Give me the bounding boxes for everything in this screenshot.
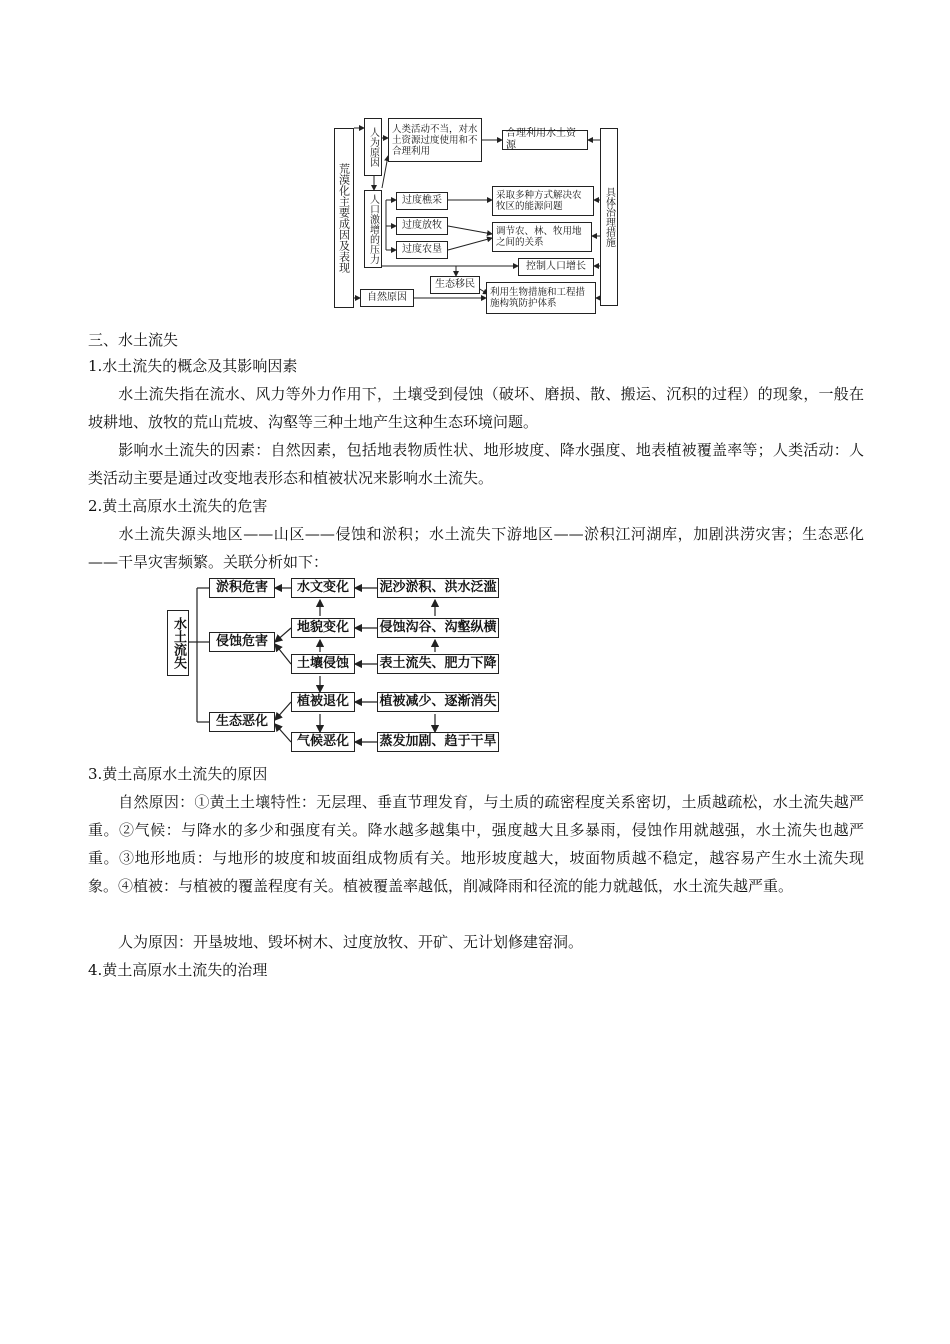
topsoil-text: 表土流失、肥力下降	[379, 656, 497, 671]
overcut-text: 过度樵采	[402, 195, 442, 206]
s2-paragraph1	[88, 520, 864, 576]
gully-text: 侵蚀沟谷、沟壑纵横	[379, 620, 497, 635]
population-text: 人口激增的压力	[367, 194, 379, 264]
silt-harm-text: 淤积危害	[215, 580, 268, 595]
root-text: 水土流失	[171, 617, 186, 669]
left-label-text: 荒漠化主要成因及表现	[337, 163, 351, 273]
s3-paragraph2	[88, 928, 864, 956]
s3-paragraph1	[88, 788, 864, 900]
vegloss-box	[377, 692, 499, 712]
eco-box	[209, 712, 275, 732]
erosion-harm-text: 侵蚀危害	[215, 634, 268, 649]
erosion-harm-box	[209, 632, 275, 652]
s1-paragraph1	[88, 380, 864, 436]
natural-cause-text: 自然原因	[367, 292, 407, 303]
hydro-text: 水文变化	[296, 580, 349, 595]
root-box	[167, 610, 189, 676]
soil-text: 土壤侵蚀	[296, 656, 349, 671]
rational-use-text: 合理利用水土资源	[506, 128, 576, 151]
bio-eng-text: 利用生物措施和工程措施构筑防护体系	[490, 287, 586, 309]
overgraze-text: 过度放牧	[402, 220, 442, 231]
s1-title: 1.水土流失的概念及其影响因素	[88, 357, 298, 375]
flood-box	[377, 578, 499, 598]
s2-title: 2.黄土高原水土流失的危害	[88, 497, 268, 515]
control-pop-text: 控制人口增长	[526, 261, 586, 272]
migration-text: 生态移民	[435, 279, 475, 290]
section3-title: 三、水土流失	[88, 331, 179, 349]
s2-p1-text: 水土流失源头地区——山区——侵蚀和淤积；水土流失下游地区——淤积江河湖库，加剧洪涝灾害；生态恶化——干旱灾害频繁。关联分析如下：	[88, 525, 864, 571]
misuse-text: 人类活动不当，对水土资源过度使用和不合理利用	[392, 123, 478, 157]
energy-text: 采取多种方式解决农牧区的能源问题	[496, 190, 582, 212]
vegloss-text: 植被减少、逐渐消失	[379, 694, 497, 709]
s3-title: 3.黄土高原水土流失的原因	[88, 765, 268, 783]
eco-text: 生态恶化	[215, 714, 268, 729]
erosion-harm-diagram	[165, 576, 505, 756]
control-pop-box	[518, 258, 594, 276]
flood-text: 泥沙淤积、洪水泛滥	[379, 580, 497, 595]
s1-paragraph2	[88, 436, 864, 492]
bio-eng-box	[486, 282, 596, 314]
drought-text: 蒸发加剧、趋于干旱	[379, 734, 497, 749]
right-label-box	[600, 128, 618, 306]
human-cause-box	[364, 118, 382, 176]
climate-text: 气候恶化	[296, 734, 349, 749]
s1-p2-text: 影响水土流失的因素：自然因素，包括地表物质性状、地形坡度、降水强度、地表植被覆盖率等；人类活动：人类活动主要是通过改变地表形态和植被状况来影响水土流失。	[88, 441, 864, 487]
silt-harm-box	[209, 578, 275, 598]
migration-box	[430, 276, 480, 294]
s4-title: 4.黄土高原水土流失的治理	[88, 961, 268, 979]
right-label-text: 具体治理措施	[603, 187, 615, 247]
adjust-text: 调节农、林、牧用地之间的关系	[496, 226, 582, 248]
topsoil-box	[377, 654, 499, 674]
overreclaim-text: 过度农垦	[402, 244, 442, 255]
desertification-diagram	[330, 118, 620, 316]
veg-box	[291, 692, 355, 712]
s3-p2-text: 人为原因：开垦坡地、毁坏树木、过度放牧、开矿、无计划修建窑洞。	[118, 933, 584, 951]
population-box	[364, 190, 382, 268]
rational-use-box	[502, 130, 588, 150]
misuse-box	[388, 118, 482, 162]
s3-p1-text: 自然原因：①黄土土壤特性：无层理、垂直节理发育，与土质的疏密程度关系密切，土质越疏松，水土流失越严重。②气候：与降水的多少和强度有关。降水越多越集中，强度越大且多暴雨，侵蚀作用就越强，水土流失也越严重。③地形地质：与地形的坡度和坡面组成物质有关。地形坡度越大，坡面物质越不稳定，越容易产生水土流失现象。④植被：与植被的覆盖程度有关。植被覆盖率越低，削减降雨和径流的能力就越低，水土流失越严重。	[88, 793, 864, 895]
soil-box	[291, 654, 355, 674]
landform-box	[291, 618, 355, 638]
left-label-box	[334, 128, 354, 308]
overreclaim-box	[396, 241, 448, 259]
veg-text: 植被退化	[296, 694, 349, 709]
human-cause-text: 人为原因	[367, 127, 379, 167]
climate-box	[291, 732, 355, 752]
energy-box	[492, 186, 594, 216]
gully-box	[377, 618, 499, 638]
natural-cause-box	[360, 289, 414, 307]
adjust-box	[492, 222, 592, 252]
landform-text: 地貌变化	[296, 620, 349, 635]
s1-p1-text: 水土流失指在流水、风力等外力作用下，土壤受到侵蚀（破坏、磨损、散、搬运、沉积的过程）的现象，一般在坡耕地、放牧的荒山荒坡、沟壑等三种土地产生这种生态环境问题。	[88, 385, 864, 431]
overgraze-box	[396, 217, 448, 235]
drought-box	[377, 732, 499, 752]
hydro-box	[291, 578, 355, 598]
overcut-box	[396, 192, 448, 210]
